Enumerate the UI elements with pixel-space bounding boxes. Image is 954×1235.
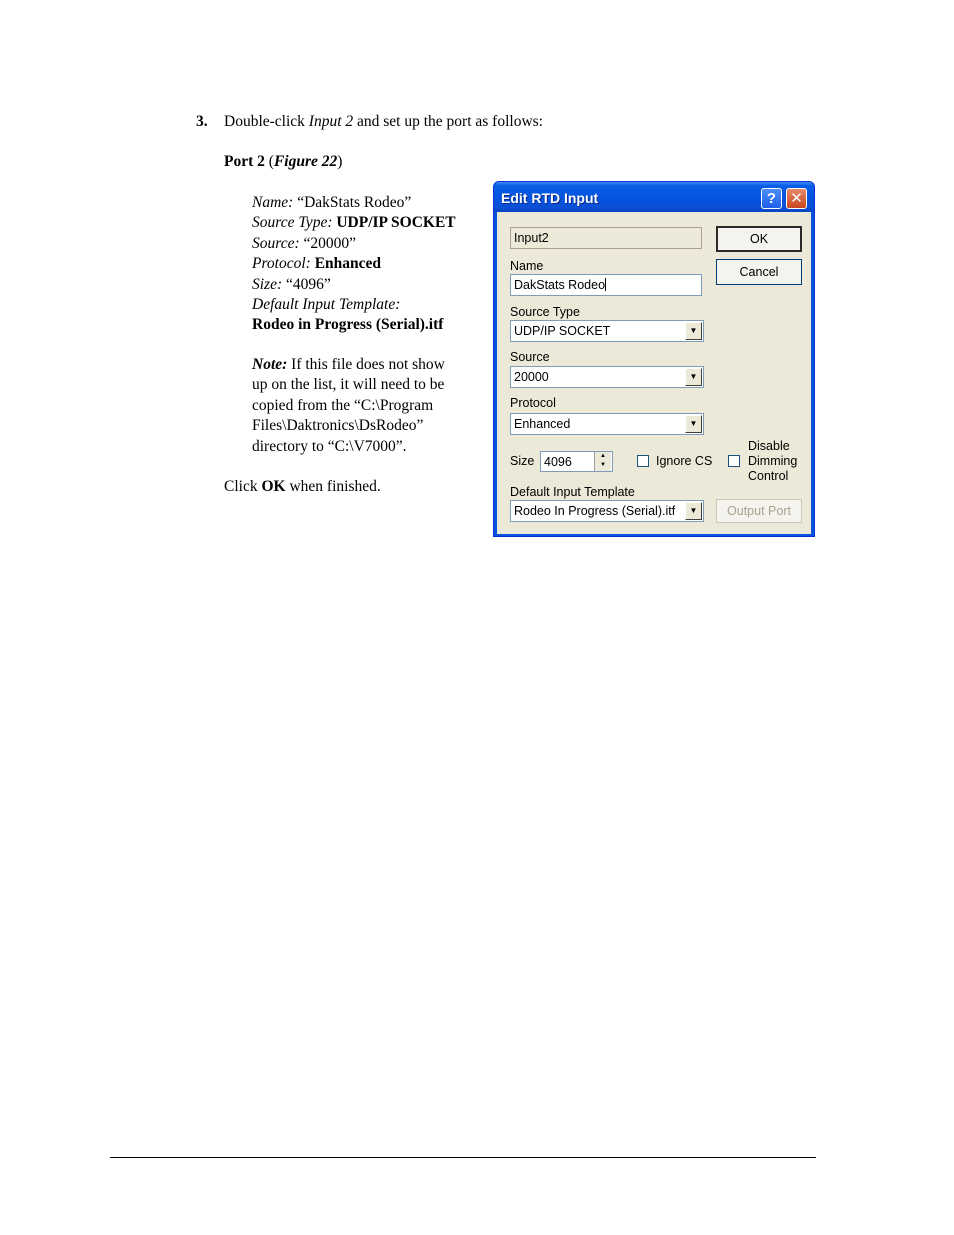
protocol-select[interactable]: Enhanced ▼	[510, 413, 704, 435]
setting-template-label: Default Input Template:	[252, 296, 401, 314]
source-type-select[interactable]: UDP/IP SOCKET ▼	[510, 320, 704, 342]
source-select[interactable]: 20000 ▼	[510, 366, 704, 388]
default-template-select[interactable]: Rodeo In Progress (Serial).itf ▼	[510, 500, 704, 522]
dropdown-arrow-icon[interactable]: ▼	[685, 368, 702, 386]
spinner-arrows-icon[interactable]: ▲ ▼	[594, 452, 611, 472]
setting-size: Size: “4096”	[252, 275, 331, 293]
disable-dimming-checkbox[interactable]	[728, 455, 740, 467]
dropdown-arrow-icon[interactable]: ▼	[685, 322, 702, 340]
step-instruction: Double-click Input 2 and set up the port as follows:	[224, 113, 543, 130]
size-label: Size	[510, 454, 535, 468]
note-label: Note:	[252, 356, 288, 373]
ignore-cs-label: Ignore CS	[656, 454, 713, 468]
dropdown-arrow-icon[interactable]: ▼	[685, 502, 702, 520]
setting-template-value: Rodeo in Progress (Serial).itf	[252, 316, 444, 334]
source-type-label: Source Type	[510, 305, 580, 319]
setting-protocol: Protocol: Enhanced	[252, 255, 382, 273]
input-id-field: Input2	[510, 227, 702, 249]
dialog-client-area	[497, 212, 811, 534]
help-button[interactable]: ?	[761, 188, 782, 209]
ok-button[interactable]: OK	[716, 226, 802, 252]
name-label: Name	[510, 259, 544, 273]
cancel-button[interactable]: Cancel	[716, 259, 802, 285]
output-port-button: Output Port	[716, 499, 802, 523]
setting-source-type: Source Type: UDP/IP SOCKET	[252, 214, 456, 232]
click-ok-instruction: Click OK when finished.	[224, 478, 381, 495]
step-number: 3.	[196, 113, 208, 130]
input-reference: Input 2	[308, 113, 354, 130]
source-label: Source	[510, 350, 550, 364]
close-button[interactable]: ✕	[786, 188, 807, 209]
name-input[interactable]: DakStats Rodeo	[510, 274, 702, 296]
setting-source: Source: “20000”	[252, 234, 357, 252]
dropdown-arrow-icon[interactable]: ▼	[685, 415, 702, 433]
setting-name: Name: “DakStats Rodeo”	[252, 194, 412, 211]
note-paragraph: Note: If this file does not show up on the list, it will need to be copied from the “C:\Program Files\Daktronics\DsRodeo” directory to “C:\V7000”.	[252, 356, 445, 455]
text-caret	[605, 278, 606, 291]
figure-reference: Figure 22	[273, 153, 338, 170]
size-spinner[interactable]: 4096 ▲ ▼	[540, 451, 613, 472]
dialog-title: Edit RTD Input	[501, 190, 599, 206]
protocol-label: Protocol	[510, 396, 556, 410]
port-heading: Port 2 (Figure 22)	[224, 153, 343, 170]
settings-list	[252, 193, 477, 336]
default-template-label: Default Input Template	[510, 485, 635, 499]
disable-dimming-label: Disable Dimming Control	[748, 439, 798, 483]
ignore-cs-checkbox[interactable]	[637, 455, 649, 467]
dialog-titlebar	[494, 182, 814, 212]
footer-rule	[110, 1157, 816, 1158]
edit-rtd-input-dialog	[493, 181, 815, 537]
